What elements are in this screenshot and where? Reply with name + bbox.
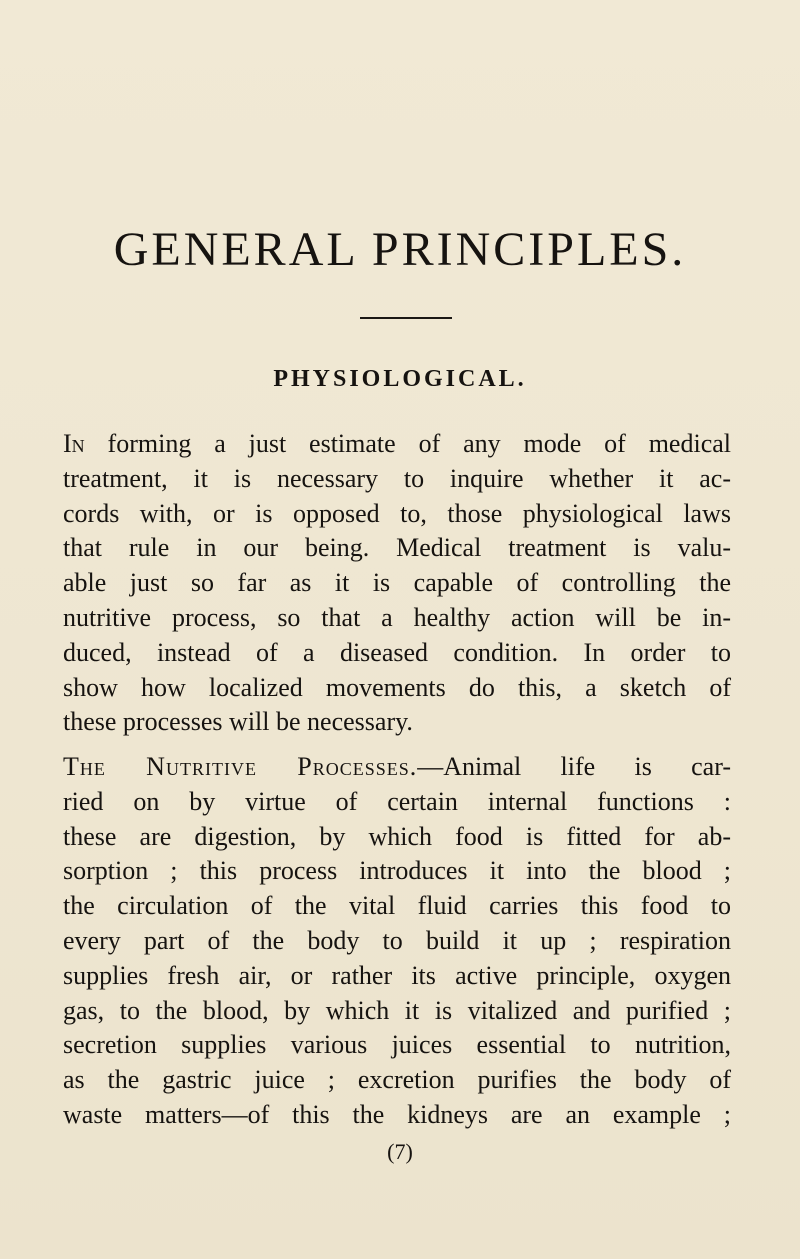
paragraph-line: able just so far as it is capable of controlling the [63,568,731,598]
paragraph-line: these processes will be necessary. [63,707,413,737]
paragraph-line: sorption ; this process introduces it into the blood ; [63,856,731,886]
paragraph-line: duced, instead of a diseased condition. In order to [63,637,731,667]
title-rule-divider [360,317,452,319]
paragraph-line: show how localized movements do this, a sketch of [63,672,731,702]
paragraph-line: the circulation of the vital fluid carries this food to [63,891,731,921]
paragraph-line: these are digestion, by which food is fitted for ab- [63,821,731,851]
paragraph-line: waste matters—of this the kidneys are an example ; [63,1099,731,1129]
paragraph-lead: In [63,429,85,458]
paragraph-nutritive-processes [63,750,731,1133]
paragraph-line: cords with, or is opposed to, those physiological laws [63,498,731,528]
paragraph-line: gas, to the blood, by which it is vitalized and purified ; [63,995,731,1025]
section-subtitle: PHYSIOLOGICAL. [273,366,527,392]
paragraph-line: treatment, it is necessary to inquire whether it ac- [63,463,731,493]
paragraph-line: ried on by virtue of certain internal functions : [63,786,731,816]
paragraph-lead-heading: The Nutritive Processes. [63,752,418,781]
paragraph-line: as the gastric juice ; excretion purifies the body of [63,1065,731,1095]
page-number: (7) [387,1139,413,1164]
paragraph-line: supplies fresh air, or rather its active principle, oxygen [63,960,731,990]
paragraph-physiological [63,427,731,740]
paragraph-line: In forming a just estimate of any mode of medical [63,429,731,458]
paragraph-line: every part of the body to build it up ; respiration [63,925,731,955]
paragraph-line: nutritive process, so that a healthy action will be in- [63,602,731,632]
paragraph-line: that rule in our being. Medical treatment is valu- [63,533,731,563]
chapter-title: GENERAL PRINCIPLES. [113,223,687,276]
paragraph-line: The Nutritive Processes.—Animal life is car- [63,752,731,781]
paragraph-line: secretion supplies various juices essential to nutrition, [63,1030,731,1060]
